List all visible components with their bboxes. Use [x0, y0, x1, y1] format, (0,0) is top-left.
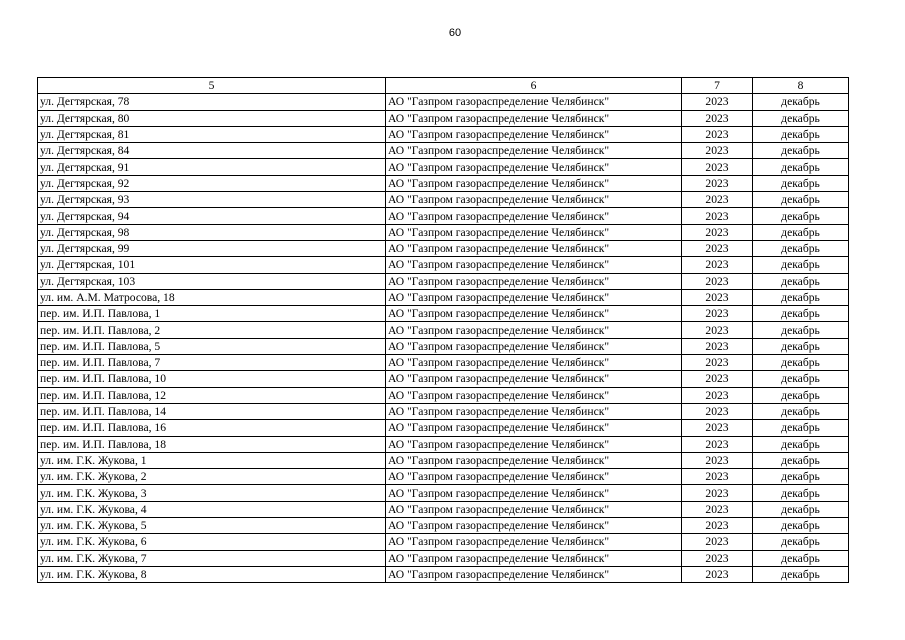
month-cell: декабрь: [753, 240, 849, 256]
organization-cell: АО "Газпром газораспределение Челябинск": [386, 534, 682, 550]
organization-cell: АО "Газпром газораспределение Челябинск": [386, 338, 682, 354]
organization-cell: АО "Газпром газораспределение Челябинск": [386, 485, 682, 501]
table-row: [38, 436, 849, 452]
month-cell: декабрь: [753, 175, 849, 191]
address-cell: пер. им. И.П. Павлова, 5: [38, 338, 386, 354]
year-cell: 2023: [682, 485, 753, 501]
address-cell: ул. Дегтярская, 84: [38, 143, 386, 159]
organization-cell: АО "Газпром газораспределение Челябинск": [386, 322, 682, 338]
address-cell: пер. им. И.П. Павлова, 16: [38, 420, 386, 436]
year-cell: 2023: [682, 355, 753, 371]
month-cell: декабрь: [753, 306, 849, 322]
table-row: [38, 289, 849, 305]
organization-cell: АО "Газпром газораспределение Челябинск": [386, 240, 682, 256]
table-row: [38, 143, 849, 159]
table-row: [38, 257, 849, 273]
table-row: [38, 110, 849, 126]
year-cell: 2023: [682, 143, 753, 159]
address-cell: ул. им. Г.К. Жукова, 6: [38, 534, 386, 550]
year-cell: 2023: [682, 322, 753, 338]
table-row: [38, 371, 849, 387]
address-cell: ул. им. Г.К. Жукова, 4: [38, 501, 386, 517]
table-row: [38, 94, 849, 110]
table-row: [38, 126, 849, 142]
year-cell: 2023: [682, 566, 753, 582]
table-row: [38, 175, 849, 191]
address-cell: пер. им. И.П. Павлова, 7: [38, 355, 386, 371]
page-number: 60: [448, 27, 462, 39]
address-cell: пер. им. И.П. Павлова, 14: [38, 403, 386, 419]
address-cell: ул. Дегтярская, 80: [38, 110, 386, 126]
address-cell: ул. им. Г.К. Жукова, 2: [38, 469, 386, 485]
address-cell: ул. Дегтярская, 101: [38, 257, 386, 273]
table-row: [38, 518, 849, 534]
table-row: [38, 224, 849, 240]
year-cell: 2023: [682, 273, 753, 289]
organization-cell: АО "Газпром газораспределение Челябинск": [386, 518, 682, 534]
month-cell: декабрь: [753, 469, 849, 485]
table-row: [38, 420, 849, 436]
month-cell: декабрь: [753, 224, 849, 240]
address-cell: ул. Дегтярская, 78: [38, 94, 386, 110]
column-header-7: 7: [682, 78, 753, 94]
year-cell: 2023: [682, 192, 753, 208]
month-cell: декабрь: [753, 485, 849, 501]
month-cell: декабрь: [753, 110, 849, 126]
address-cell: ул. им. Г.К. Жукова, 1: [38, 452, 386, 468]
address-cell: ул. Дегтярская, 81: [38, 126, 386, 142]
address-cell: ул. им. А.М. Матросова, 18: [38, 289, 386, 305]
address-cell: ул. им. Г.К. Жукова, 3: [38, 485, 386, 501]
table-row: [38, 469, 849, 485]
table-row: [38, 485, 849, 501]
year-cell: 2023: [682, 518, 753, 534]
month-cell: декабрь: [753, 143, 849, 159]
address-cell: ул. Дегтярская, 103: [38, 273, 386, 289]
address-cell: ул. Дегтярская, 93: [38, 192, 386, 208]
table-row: [38, 322, 849, 338]
year-cell: 2023: [682, 159, 753, 175]
year-cell: 2023: [682, 469, 753, 485]
month-cell: декабрь: [753, 192, 849, 208]
year-cell: 2023: [682, 387, 753, 403]
table-row: [38, 338, 849, 354]
organization-cell: АО "Газпром газораспределение Челябинск": [386, 387, 682, 403]
month-cell: декабрь: [753, 273, 849, 289]
year-cell: 2023: [682, 371, 753, 387]
month-cell: декабрь: [753, 257, 849, 273]
month-cell: декабрь: [753, 338, 849, 354]
year-cell: 2023: [682, 452, 753, 468]
organization-cell: АО "Газпром газораспределение Челябинск": [386, 420, 682, 436]
organization-cell: АО "Газпром газораспределение Челябинск": [386, 208, 682, 224]
table-row: [38, 192, 849, 208]
organization-cell: АО "Газпром газораспределение Челябинск": [386, 306, 682, 322]
table-row: [38, 273, 849, 289]
organization-cell: АО "Газпром газораспределение Челябинск": [386, 159, 682, 175]
month-cell: декабрь: [753, 126, 849, 142]
organization-cell: АО "Газпром газораспределение Челябинск": [386, 550, 682, 566]
month-cell: декабрь: [753, 436, 849, 452]
year-cell: 2023: [682, 436, 753, 452]
year-cell: 2023: [682, 224, 753, 240]
organization-cell: АО "Газпром газораспределение Челябинск": [386, 403, 682, 419]
year-cell: 2023: [682, 403, 753, 419]
column-header-8: 8: [753, 78, 849, 94]
year-cell: 2023: [682, 257, 753, 273]
month-cell: декабрь: [753, 387, 849, 403]
organization-cell: АО "Газпром газораспределение Челябинск": [386, 175, 682, 191]
table-row: [38, 403, 849, 419]
schedule-table: [37, 77, 849, 583]
year-cell: 2023: [682, 338, 753, 354]
month-cell: декабрь: [753, 355, 849, 371]
organization-cell: АО "Газпром газораспределение Челябинск": [386, 436, 682, 452]
address-cell: ул. Дегтярская, 91: [38, 159, 386, 175]
organization-cell: АО "Газпром газораспределение Челябинск": [386, 94, 682, 110]
month-cell: декабрь: [753, 452, 849, 468]
organization-cell: АО "Газпром газораспределение Челябинск": [386, 501, 682, 517]
year-cell: 2023: [682, 110, 753, 126]
organization-cell: АО "Газпром газораспределение Челябинск": [386, 224, 682, 240]
table-row: [38, 306, 849, 322]
address-cell: ул. Дегтярская, 98: [38, 224, 386, 240]
year-cell: 2023: [682, 420, 753, 436]
table-row: [38, 550, 849, 566]
year-cell: 2023: [682, 240, 753, 256]
year-cell: 2023: [682, 126, 753, 142]
address-cell: ул. им. Г.К. Жукова, 5: [38, 518, 386, 534]
organization-cell: АО "Газпром газораспределение Челябинск": [386, 126, 682, 142]
month-cell: декабрь: [753, 159, 849, 175]
address-cell: ул. им. Г.К. Жукова, 8: [38, 566, 386, 582]
organization-cell: АО "Газпром газораспределение Челябинск": [386, 371, 682, 387]
organization-cell: АО "Газпром газораспределение Челябинск": [386, 355, 682, 371]
address-cell: пер. им. И.П. Павлова, 10: [38, 371, 386, 387]
table-body: [38, 94, 849, 583]
organization-cell: АО "Газпром газораспределение Челябинск": [386, 257, 682, 273]
year-cell: 2023: [682, 550, 753, 566]
organization-cell: АО "Газпром газораспределение Челябинск": [386, 452, 682, 468]
table-row: [38, 208, 849, 224]
address-cell: ул. Дегтярская, 92: [38, 175, 386, 191]
address-cell: пер. им. И.П. Павлова, 2: [38, 322, 386, 338]
month-cell: декабрь: [753, 518, 849, 534]
year-cell: 2023: [682, 175, 753, 191]
month-cell: декабрь: [753, 566, 849, 582]
table-row: [38, 355, 849, 371]
table-row: [38, 501, 849, 517]
address-cell: ул. Дегтярская, 94: [38, 208, 386, 224]
table-row: [38, 566, 849, 582]
table-row: [38, 387, 849, 403]
organization-cell: АО "Газпром газораспределение Челябинск": [386, 566, 682, 582]
table-header-row: [38, 78, 849, 94]
organization-cell: АО "Газпром газораспределение Челябинск": [386, 192, 682, 208]
year-cell: 2023: [682, 289, 753, 305]
month-cell: декабрь: [753, 322, 849, 338]
month-cell: декабрь: [753, 534, 849, 550]
table-row: [38, 534, 849, 550]
month-cell: декабрь: [753, 289, 849, 305]
column-header-6: 6: [386, 78, 682, 94]
year-cell: 2023: [682, 94, 753, 110]
organization-cell: АО "Газпром газораспределение Челябинск": [386, 110, 682, 126]
organization-cell: АО "Газпром газораспределение Челябинск": [386, 143, 682, 159]
month-cell: декабрь: [753, 371, 849, 387]
month-cell: декабрь: [753, 94, 849, 110]
organization-cell: АО "Газпром газораспределение Челябинск": [386, 273, 682, 289]
table-row: [38, 240, 849, 256]
month-cell: декабрь: [753, 208, 849, 224]
column-header-5: 5: [38, 78, 386, 94]
table-row: [38, 159, 849, 175]
year-cell: 2023: [682, 501, 753, 517]
month-cell: декабрь: [753, 550, 849, 566]
year-cell: 2023: [682, 306, 753, 322]
month-cell: декабрь: [753, 501, 849, 517]
table-row: [38, 452, 849, 468]
address-cell: ул. Дегтярская, 99: [38, 240, 386, 256]
address-cell: пер. им. И.П. Павлова, 18: [38, 436, 386, 452]
organization-cell: АО "Газпром газораспределение Челябинск": [386, 469, 682, 485]
address-cell: пер. им. И.П. Павлова, 12: [38, 387, 386, 403]
month-cell: декабрь: [753, 420, 849, 436]
address-cell: пер. им. И.П. Павлова, 1: [38, 306, 386, 322]
year-cell: 2023: [682, 208, 753, 224]
month-cell: декабрь: [753, 403, 849, 419]
address-cell: ул. им. Г.К. Жукова, 7: [38, 550, 386, 566]
organization-cell: АО "Газпром газораспределение Челябинск": [386, 289, 682, 305]
year-cell: 2023: [682, 534, 753, 550]
